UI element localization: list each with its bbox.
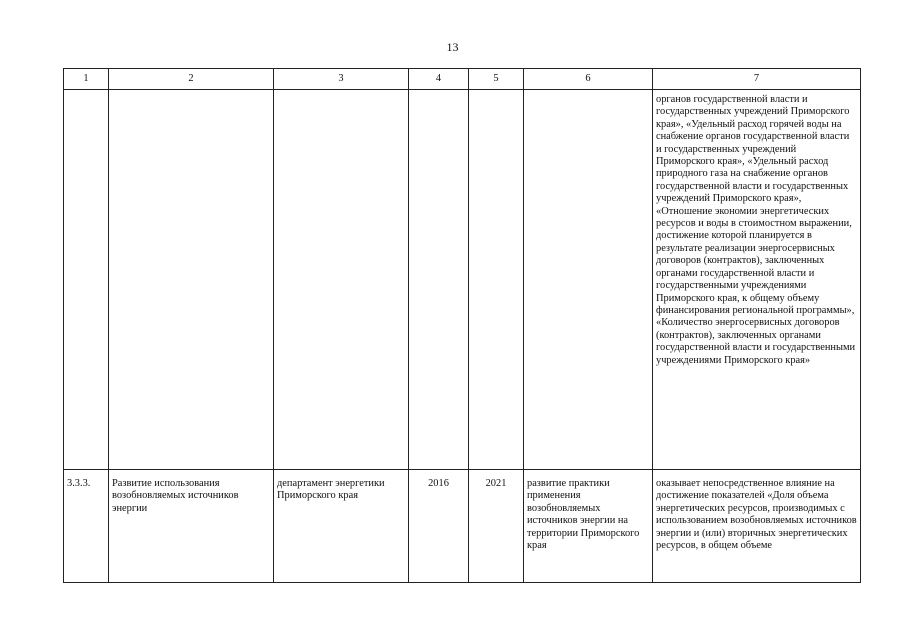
header-col-3: 3 <box>274 69 409 90</box>
table-row <box>64 470 861 583</box>
header-col-6: 6 <box>524 69 653 90</box>
page-number: 13 <box>446 40 459 54</box>
header-col-7: 7 <box>653 69 861 90</box>
indicators-continued: органов государственной власти и государственных учреждений Приморского края», «Удельный расход горячей воды на снабжение органов государственной власти и государственных учреждений Приморского края», «Удельный расход природного газа на снабжение органов государственной власти и государственных учреждений Приморского края», «Отношение экономии энергетических ресурсов и воды в стоимостном выражении, достижение которой планируется в результате реализации энергосервисных договоров (контрактов), заключенных органами государственной власти и государственными учреждениями Приморского края, к общему объему финансирования региональной программы», «Количество энергосервисных договоров (контрактов), заключенных органами государственной власти и государственными учреждениями Приморского края» <box>653 90 861 470</box>
empty-cell <box>274 90 409 470</box>
start-year: 2016 <box>409 470 469 583</box>
program-table <box>63 68 861 583</box>
empty-cell <box>469 90 524 470</box>
executor: департамент энергетики Приморского края <box>274 470 409 583</box>
header-col-2: 2 <box>109 69 274 90</box>
indicator-impact: оказывает непосредственное влияние на достижение показателей «Доля объема энергетических ресурсов, производимых с использованием возобновляемых источников энергии и (или) вторичных энергетических ресурсов, в общем объеме <box>653 470 861 583</box>
empty-cell <box>524 90 653 470</box>
row-number: 3.3.3. <box>64 470 109 583</box>
continuation-row <box>64 90 861 470</box>
empty-cell <box>409 90 469 470</box>
header-col-5: 5 <box>469 69 524 90</box>
empty-cell <box>64 90 109 470</box>
end-year: 2021 <box>469 470 524 583</box>
expected-result: развитие практики применения возобновляемых источников энергии на территории Приморского края <box>524 470 653 583</box>
header-col-1: 1 <box>64 69 109 90</box>
empty-cell <box>109 90 274 470</box>
measure-name: Развитие использования возобновляемых источников энергии <box>109 470 274 583</box>
header-col-4: 4 <box>409 69 469 90</box>
header-row <box>64 69 861 90</box>
